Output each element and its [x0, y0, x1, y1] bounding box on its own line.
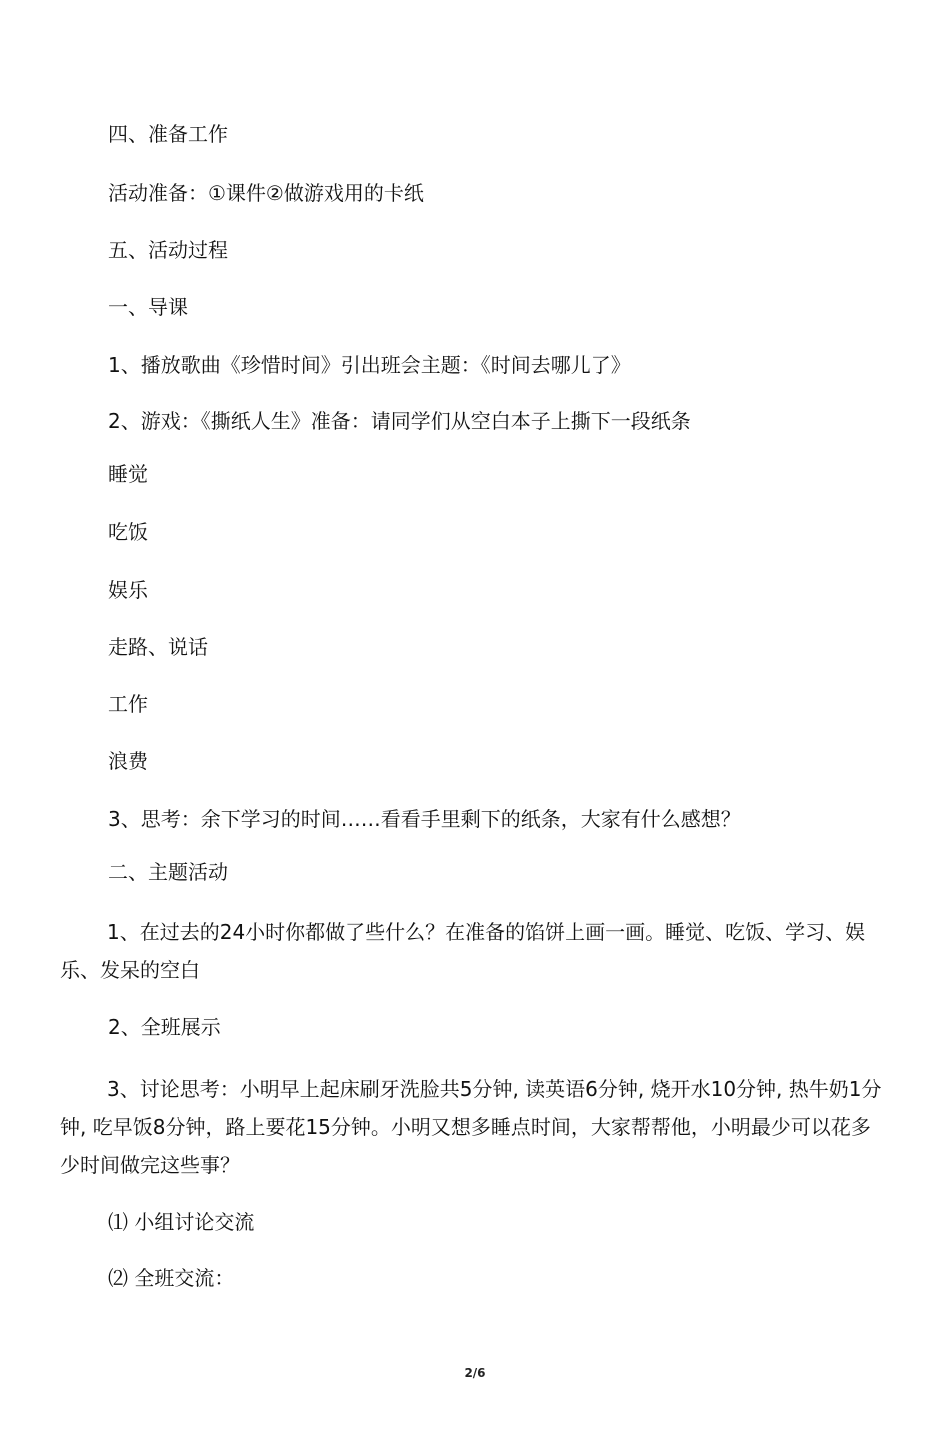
activity-preparation-text: 活动准备：①课件②做游戏用的卡纸	[108, 181, 424, 205]
list-item-walk-talk: 走路、说话	[108, 635, 208, 659]
subheading-theme-activity: 二、主题活动	[108, 860, 228, 884]
section-heading-process: 五、活动过程	[108, 238, 228, 262]
list-item-entertainment: 娱乐	[108, 578, 148, 602]
sub-step-class-exchange: ⑵ 全班交流：	[108, 1266, 235, 1290]
list-item-sleep: 睡觉	[108, 462, 148, 486]
section-heading-preparation: 四、准备工作	[108, 122, 228, 146]
step-song: 1、播放歌曲《珍惜时间》引出班会主题：《时间去哪儿了》	[108, 353, 631, 377]
list-item-waste: 浪费	[108, 749, 148, 773]
paragraph-24-hours: 1、在过去的24小时你都做了些什么？在准备的馅饼上画一画。睡觉、吃饭、学习、娱乐、发呆的空白	[60, 920, 866, 982]
sub-step-group-discussion: ⑴ 小组讨论交流	[108, 1210, 255, 1234]
page-number: 2/6	[464, 1366, 486, 1380]
step-game: 2、游戏：《撕纸人生》准备：请同学们从空白本子上撕下一段纸条	[108, 409, 691, 433]
step-class-show: 2、全班展示	[108, 1015, 221, 1039]
subheading-intro: 一、导课	[108, 295, 188, 319]
list-item-work: 工作	[108, 692, 148, 716]
paragraph-discussion: 3、讨论思考：小明早上起床刷牙洗脸共5分钟, 读英语6分钟, 烧开水10分钟, 热牛奶1分钟, 吃早饭8分钟，路上要花15分钟。小明又想多睡点时间，大家帮帮他，小明最少可以花多少时间做完这些事？	[60, 1077, 882, 1177]
list-item-eat: 吃饭	[108, 520, 148, 544]
step-think: 3、思考：余下学习的时间……看看手里剩下的纸条，大家有什么感想？	[108, 807, 741, 831]
